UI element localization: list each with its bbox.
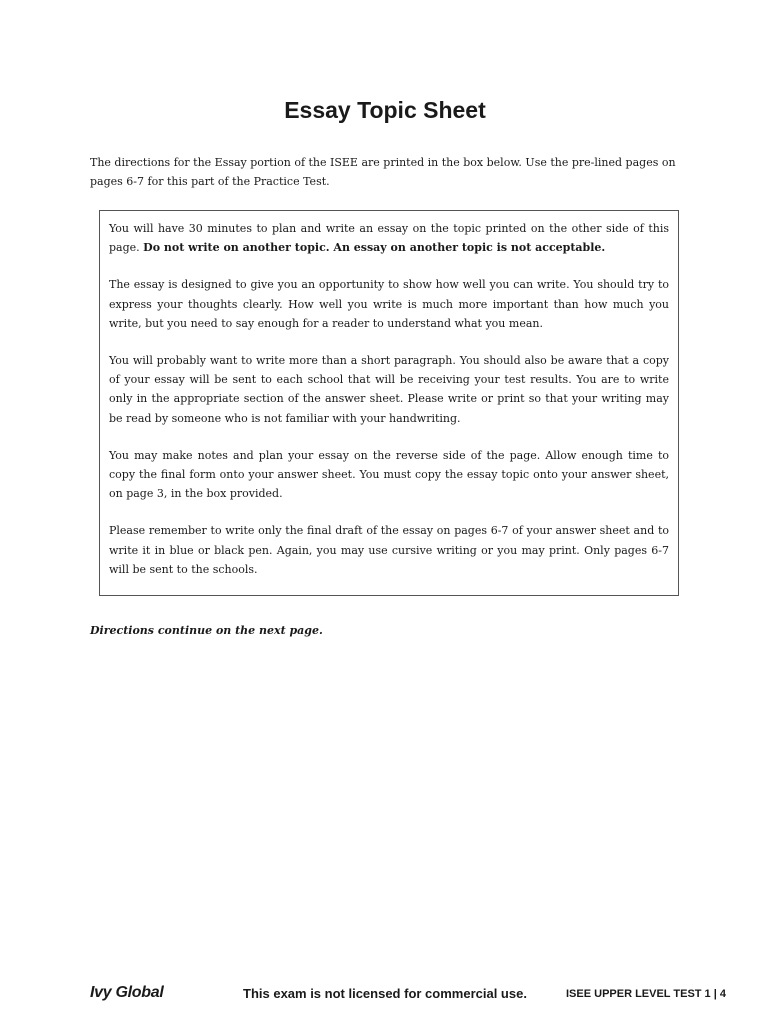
test-name: ISEE UPPER LEVEL TEST 1: [566, 988, 711, 1000]
license-notice: This exam is not licensed for commercial use.: [243, 986, 527, 1001]
directions-paragraph-2: The essay is designed to give you an opportunity to show how well you can write. You should try to express your thoughts clearly. How well you write is much more important than how much you write, but you need to say enough for a reader to understand what you mean.: [109, 278, 669, 330]
footer-separator: |: [713, 988, 717, 1000]
page-title: Essay Topic Sheet: [284, 97, 486, 123]
continue-note: Directions continue on the next page.: [90, 624, 323, 637]
essay-directions-box: [99, 210, 679, 596]
page-number: 4: [719, 988, 726, 1000]
directions-paragraph-3: You will probably want to write more than a short paragraph. You should also be aware that a copy of your essay will be sent to each school that will be receiving your test results. You are to write only in the appropriate section of the answer sheet. Please write or print so that your writing may be read by someone who is not familiar with your handwriting.: [109, 354, 669, 425]
directions-paragraph-4: You may make notes and plan your essay on the reverse side of the page. Allow enough time to copy the final form onto your answer sheet. You must copy the essay topic onto your answer sheet, on page 3, in the box provided.: [109, 448, 669, 501]
directions-paragraph-1-emphasis: Do not write on another topic. An essay on another topic is not acceptable.: [143, 241, 606, 255]
directions-paragraph-1: [109, 219, 669, 257]
directions-paragraph-1-text: You will have 30 minutes to plan and write an essay on the topic printed on the other side of this page.: [109, 222, 669, 255]
intro-paragraph: The directions for the Essay portion of the ISEE are printed in the box below. Use the pre-lined pages on pages 6-7 for this part of the Practice Test.: [90, 156, 676, 188]
page-info: [566, 988, 726, 1000]
page-footer: [0, 984, 770, 1008]
brand-logo: Ivy Global: [90, 984, 164, 1001]
directions-paragraph-5: Please remember to write only the final draft of the essay on pages 6-7 of your answer sheet and to write it in blue or black pen. Again, you may use cursive writing or you may print. Only pages 6-7 will be sent to the schools.: [109, 524, 669, 576]
